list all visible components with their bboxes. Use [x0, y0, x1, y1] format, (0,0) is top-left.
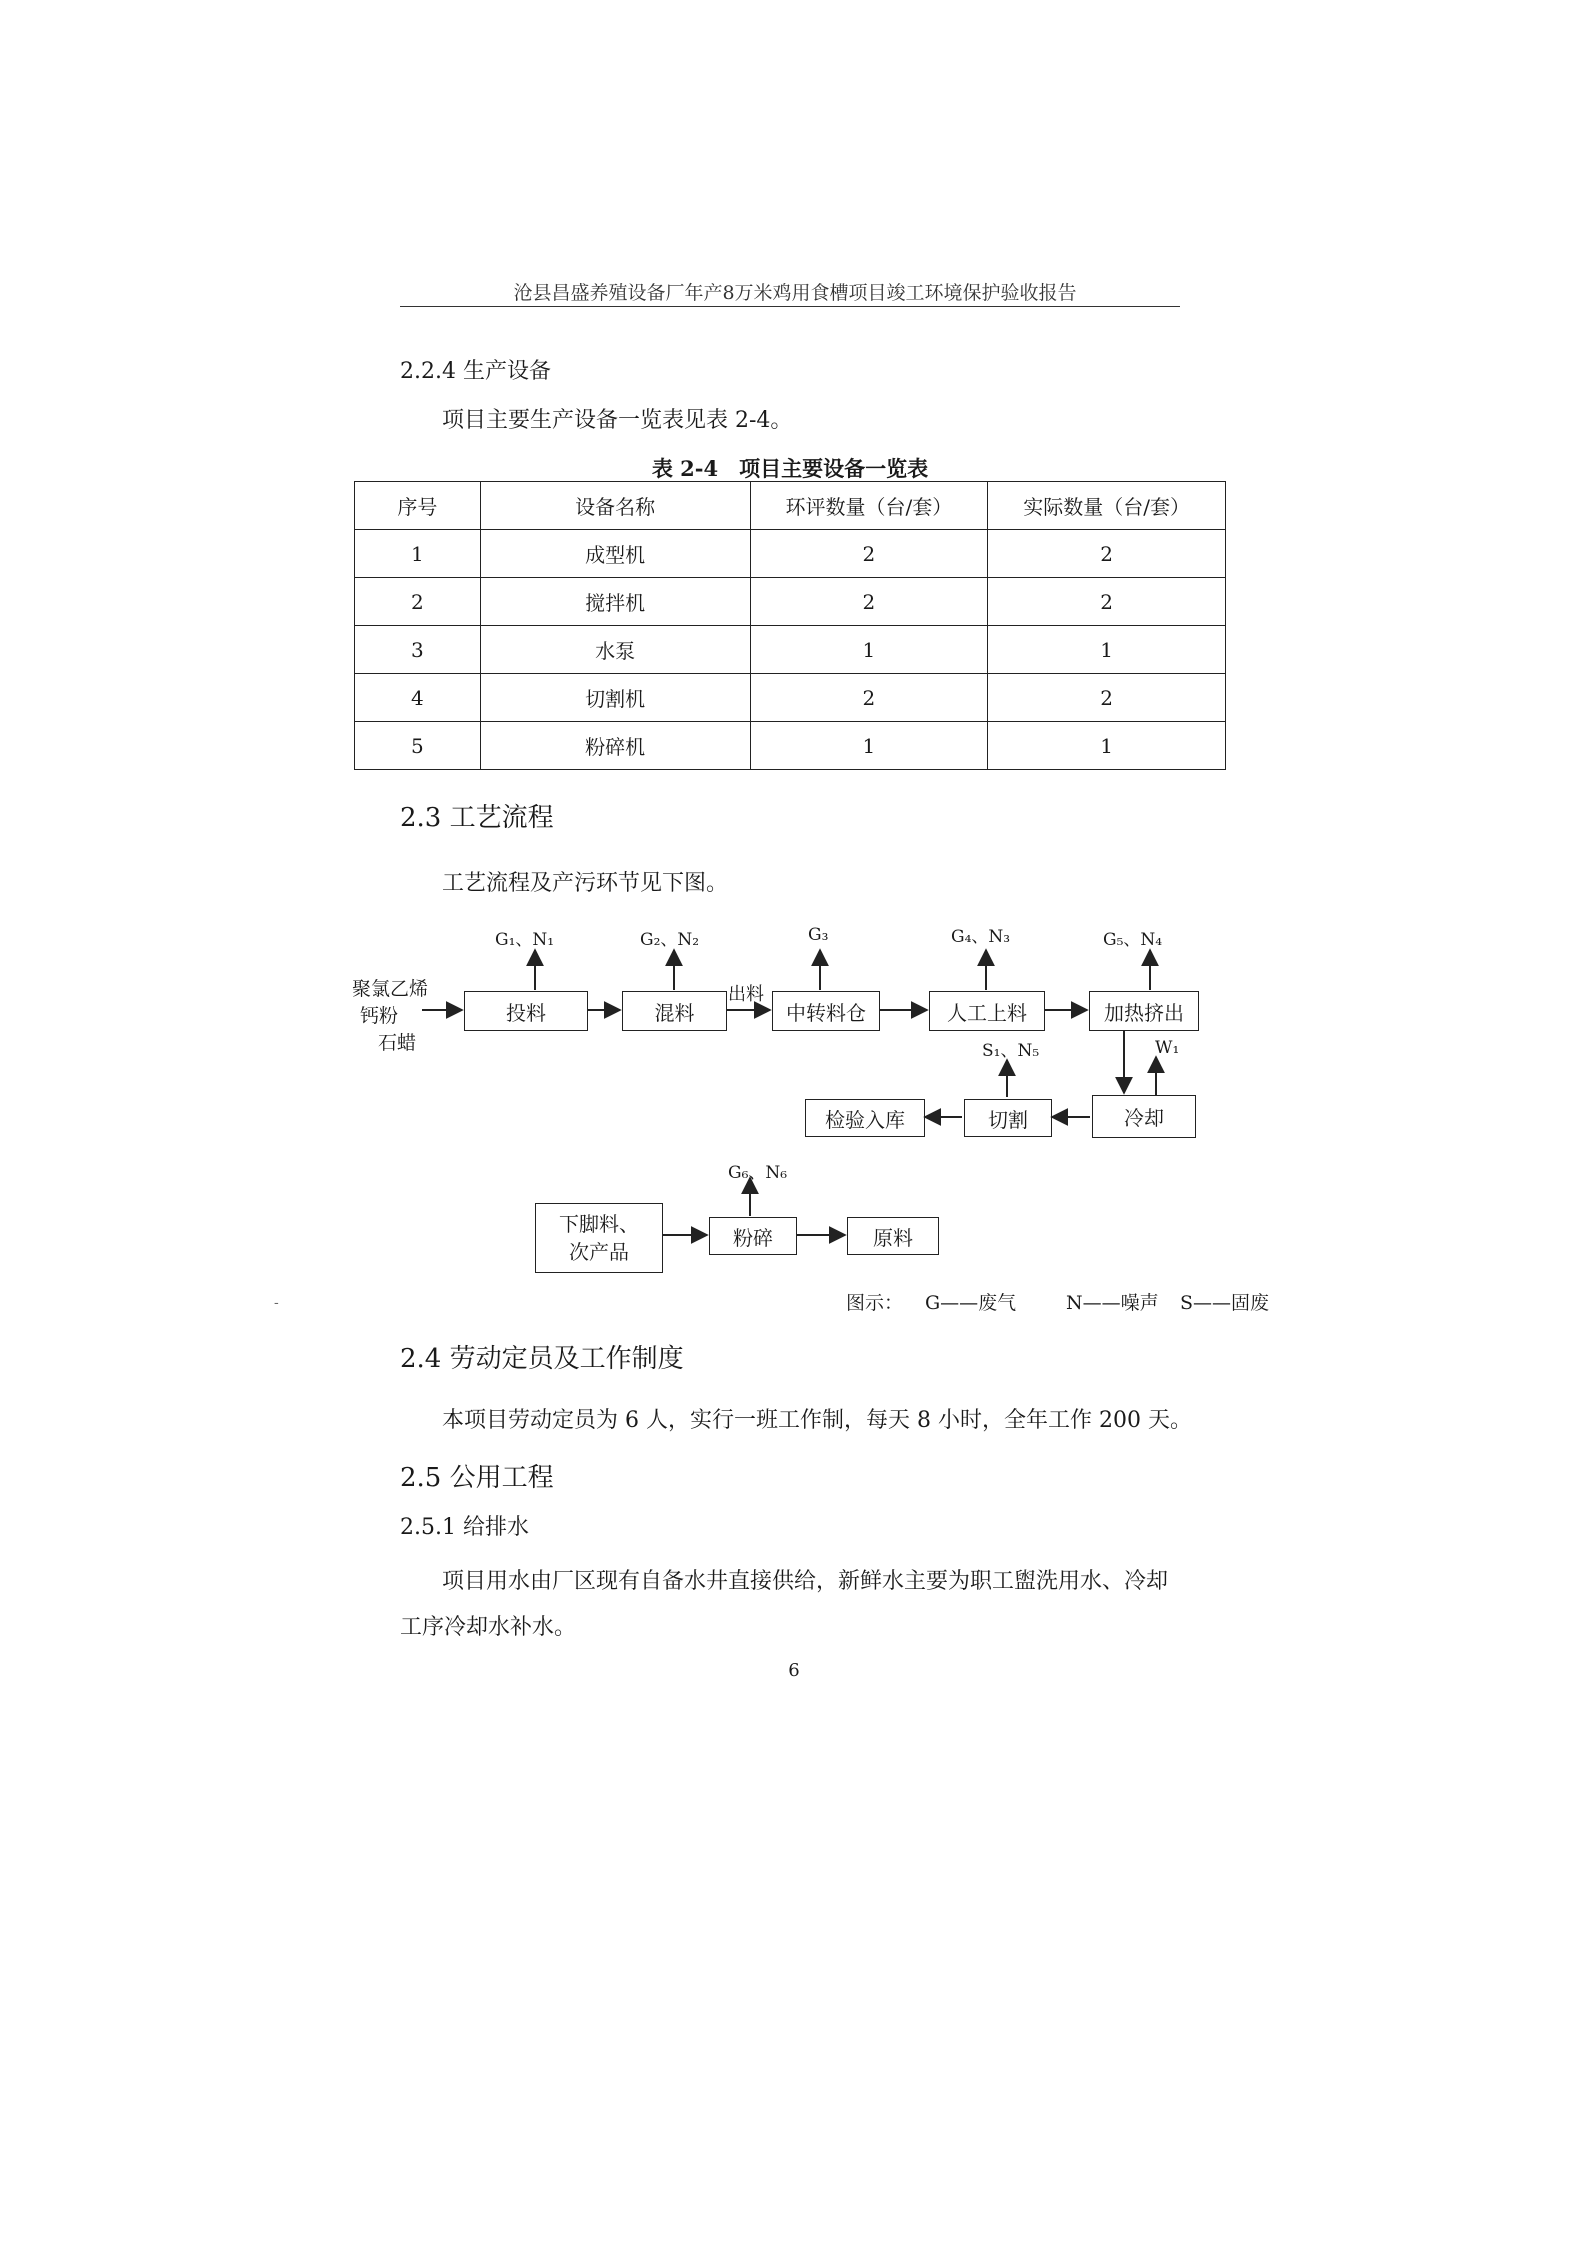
- section-2-5-heading: 2.5 公用工程: [400, 1463, 554, 1493]
- cell-no: 2: [355, 578, 481, 626]
- cell-actual-qty: 1: [988, 722, 1226, 770]
- legend-n: N——噪声: [1066, 1292, 1159, 1314]
- node-crush: [709, 1217, 797, 1255]
- edge-label-out: 出料: [728, 984, 764, 1005]
- cell-actual-qty: 2: [988, 674, 1226, 722]
- table-row: [355, 530, 1226, 578]
- cell-name: 切割机: [480, 674, 750, 722]
- cell-actual-qty: 1: [988, 626, 1226, 674]
- report-header-title: 沧县昌盛养殖设备厂年产8万米鸡用食槽项目竣工环境保护验收报告: [513, 282, 1077, 304]
- node-mix: [622, 991, 727, 1031]
- node-cut-label: 切割: [988, 1107, 1028, 1132]
- node-cool-label: 冷却: [1124, 1106, 1164, 1130]
- emission-label-cool: W₁: [1155, 1038, 1180, 1058]
- emission-label-cut: S₁、N₅: [982, 1041, 1040, 1061]
- table-row: [355, 722, 1226, 770]
- cell-eia-qty: 1: [750, 722, 988, 770]
- cell-actual-qty: 2: [988, 578, 1226, 626]
- cell-no: 3: [355, 626, 481, 674]
- node-scrap: [535, 1203, 663, 1273]
- margin-mark: -: [274, 1295, 279, 1311]
- cell-actual-qty: 2: [988, 530, 1226, 578]
- table-row: [355, 674, 1226, 722]
- section-2-2-4-intro: 项目主要生产设备一览表见表 2-4。: [442, 408, 793, 433]
- cell-no: 1: [355, 530, 481, 578]
- node-extrude: [1089, 991, 1199, 1031]
- node-scrap-label-1: 下脚料、: [559, 1212, 639, 1236]
- equipment-table: [354, 481, 1226, 770]
- node-mix-label: 混料: [654, 1000, 695, 1025]
- cell-name: 成型机: [480, 530, 750, 578]
- cell-name: 粉碎机: [480, 722, 750, 770]
- node-extrude-label: 加热挤出: [1104, 1000, 1184, 1025]
- section-2-3-heading: 2.3 工艺流程: [400, 803, 554, 833]
- cell-eia-qty: 2: [750, 530, 988, 578]
- node-cut: [964, 1099, 1052, 1137]
- cell-name: 水泵: [480, 626, 750, 674]
- node-manual: [929, 991, 1045, 1031]
- col-header-eia-qty: 环评数量（台/套）: [750, 482, 988, 530]
- input-material-2: 钙粉: [360, 1005, 399, 1027]
- node-manual-label: 人工上料: [947, 1000, 1027, 1025]
- cell-no: 5: [355, 722, 481, 770]
- legend-s: S——固废: [1180, 1292, 1270, 1314]
- legend-prefix: 图示：: [846, 1292, 904, 1314]
- emission-label-1: G₁、N₁: [495, 930, 555, 950]
- section-2-4-heading: 2.4 劳动定员及工作制度: [400, 1344, 684, 1374]
- node-raw-label: 原料: [873, 1225, 913, 1250]
- node-inspect-label: 检验入库: [825, 1107, 905, 1132]
- node-crush-label: 粉碎: [733, 1225, 773, 1250]
- col-header-no: 序号: [355, 482, 481, 530]
- cell-no: 4: [355, 674, 481, 722]
- col-header-actual-qty: 实际数量（台/套）: [988, 482, 1226, 530]
- section-2-4-text: 本项目劳动定员为 6 人，实行一班工作制，每天 8 小时，全年工作 200 天。: [442, 1408, 1192, 1433]
- cell-eia-qty: 1: [750, 626, 988, 674]
- header-rule: [400, 306, 1180, 307]
- section-2-3-intro: 工艺流程及产污环节见下图。: [442, 871, 729, 896]
- col-header-name: 设备名称: [480, 482, 750, 530]
- input-material-3: 石蜡: [378, 1032, 417, 1054]
- legend-g: G——废气: [925, 1292, 1017, 1314]
- table-row: [355, 626, 1226, 674]
- cell-eia-qty: 2: [750, 578, 988, 626]
- section-2-5-text-line2: 工序冷却水补水。: [400, 1615, 577, 1640]
- table-header-row: [355, 482, 1226, 530]
- table-row: [355, 578, 1226, 626]
- emission-label-6: G₆、N₆: [728, 1163, 788, 1183]
- node-raw: [847, 1217, 939, 1255]
- section-2-5-1-heading: 2.5.1 给排水: [400, 1515, 529, 1540]
- section-2-2-4-heading: 2.2.4 生产设备: [400, 359, 551, 384]
- emission-label-4: G₄、N₃: [951, 927, 1011, 947]
- node-cool: [1092, 1095, 1196, 1138]
- page-number: 6: [788, 1660, 800, 1681]
- emission-label-2: G₂、N₂: [640, 930, 700, 950]
- node-feed-label: 投料: [506, 1000, 546, 1025]
- table-caption: 表 2-4 项目主要设备一览表: [651, 456, 929, 481]
- cell-name: 搅拌机: [480, 578, 750, 626]
- node-inspect: [805, 1099, 925, 1137]
- emission-label-5: G₅、N₄: [1103, 930, 1163, 950]
- cell-eia-qty: 2: [750, 674, 988, 722]
- input-material-1: 聚氯乙烯: [352, 978, 429, 1000]
- node-scrap-label-2: 次产品: [569, 1240, 629, 1264]
- emission-label-3: G₃: [808, 925, 829, 945]
- node-transfer: [772, 991, 880, 1031]
- section-2-5-text-line1: 项目用水由厂区现有自备水井直接供给，新鲜水主要为职工盥洗用水、冷却: [442, 1569, 1169, 1594]
- node-transfer-label: 中转料仓: [786, 1000, 866, 1025]
- node-feed: [464, 991, 588, 1031]
